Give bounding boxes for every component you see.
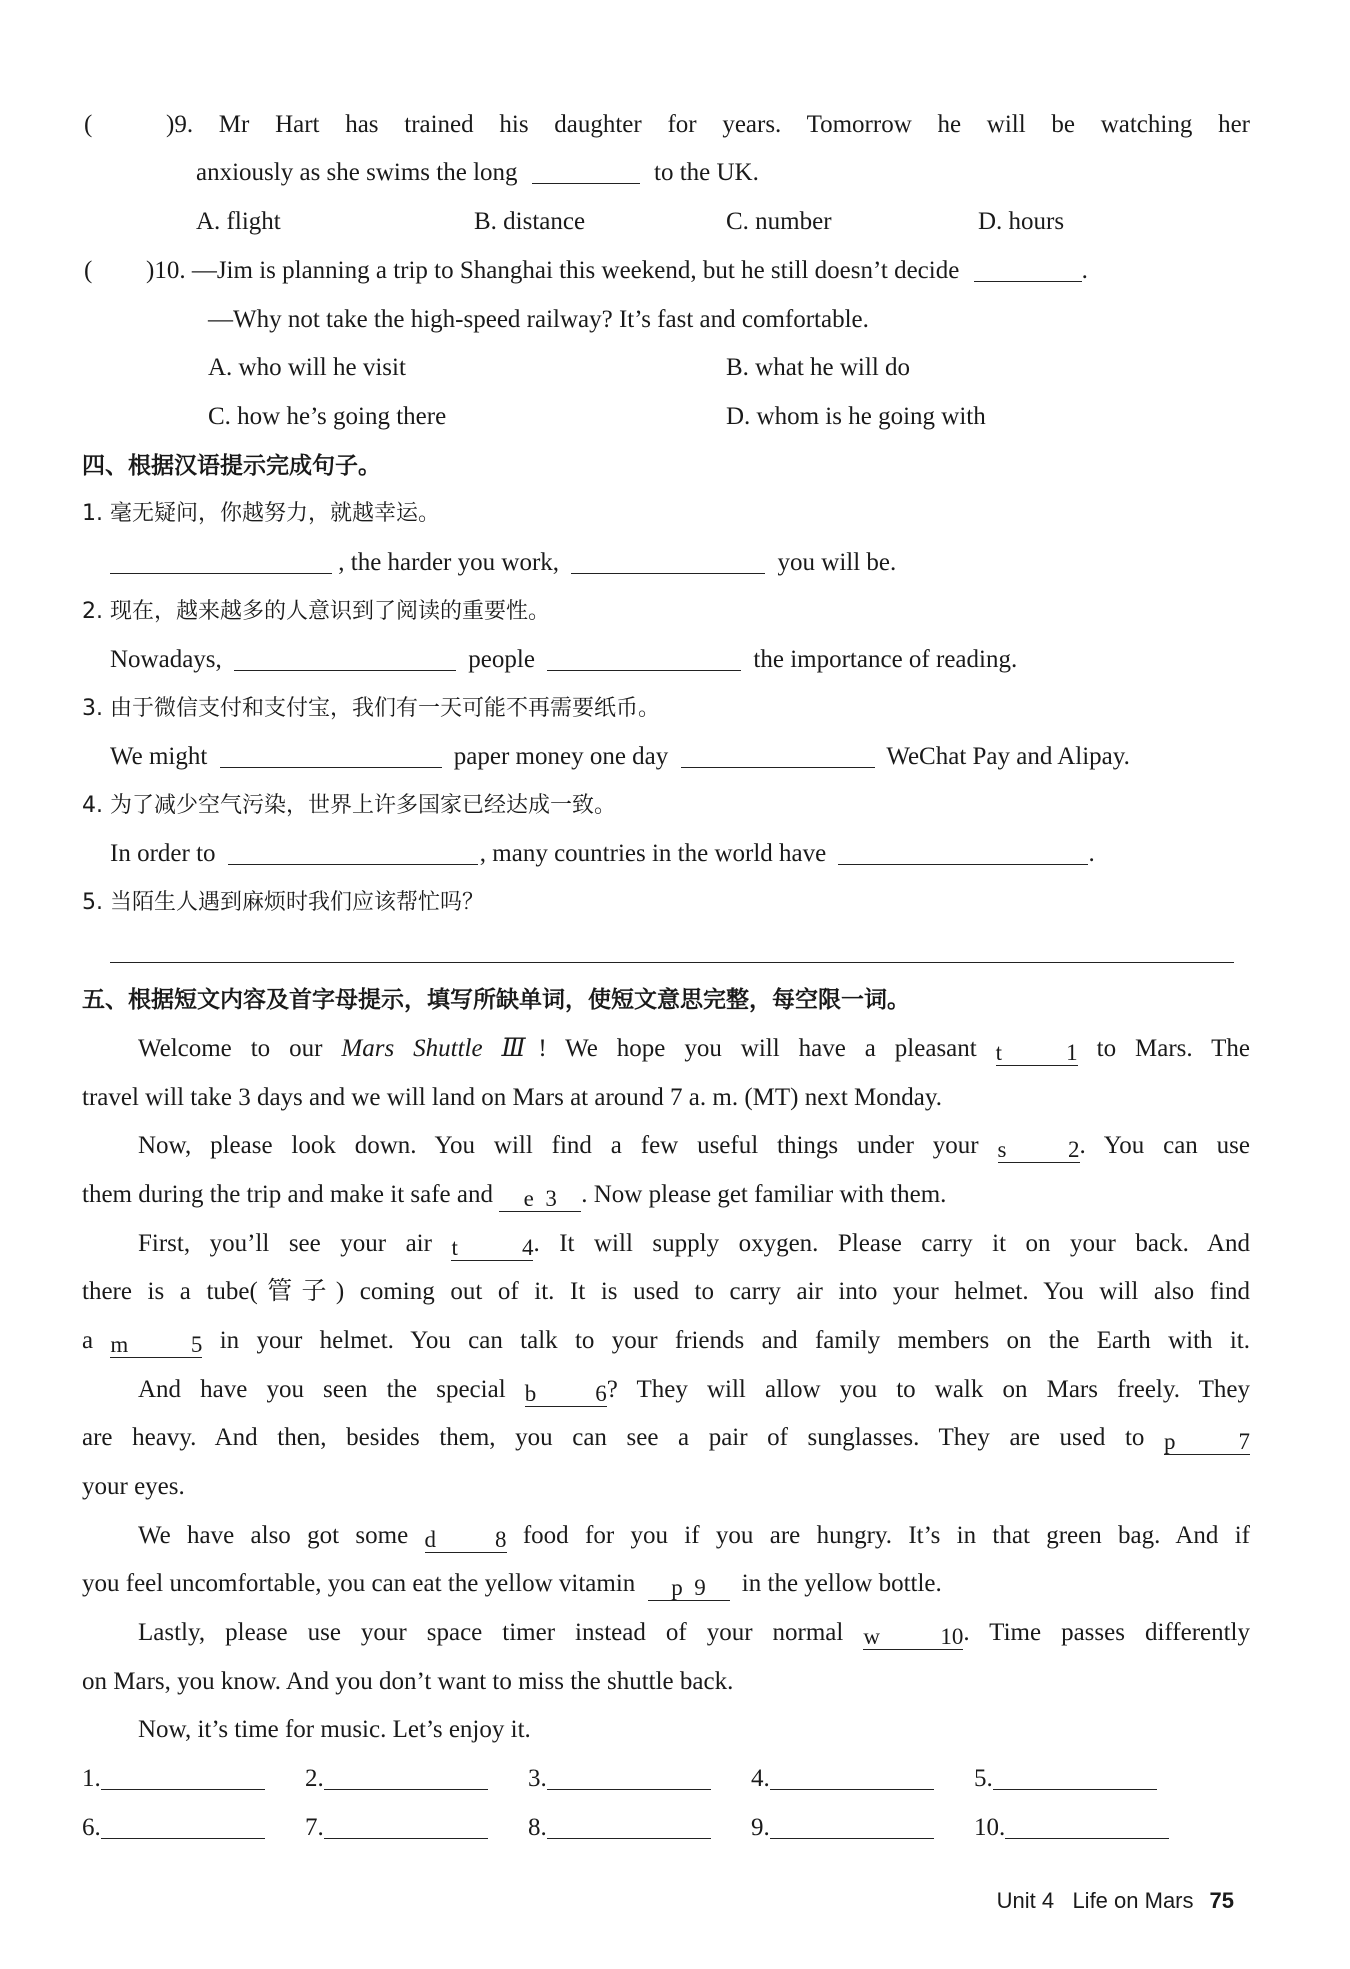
q10-option-b[interactable]: B. what he will do: [726, 354, 911, 381]
s4-item1-cn: 1. 毫无疑问，你越努力，就越幸运。: [82, 501, 440, 526]
q9-stem-line2: [196, 153, 1350, 193]
s5-blank-3[interactable]: e 3: [499, 1185, 581, 1212]
q10-stem-end: .: [1081, 257, 1088, 284]
s5-p7: Now, it’s time for music. Let’s enjoy it.: [138, 1716, 531, 1743]
answer-label-2: 2.: [305, 1765, 324, 1792]
q9-option-d[interactable]: D. hours: [978, 208, 1065, 235]
answer-label-7: 7.: [305, 1814, 324, 1841]
s4-item1-blank1[interactable]: [110, 547, 332, 574]
s4-item1-blank2[interactable]: [571, 547, 765, 574]
s5-p1-line1: [138, 1029, 1250, 1069]
s5-blank-5[interactable]: m 5: [110, 1332, 203, 1357]
s4-item1-text-a: , the harder you work,: [338, 549, 560, 576]
s4-item2-text-a: Nowadays,: [110, 646, 222, 673]
s4-item5-cn: 5. 当陌生人遇到麻烦时我们应该帮忙吗？: [82, 890, 484, 915]
q9-stem-text: anxiously as she swims the long: [196, 159, 518, 186]
s4-item3-text-a: We might: [110, 743, 208, 770]
answer-row-4: [751, 1759, 934, 1799]
s5-blank-10[interactable]: w 10: [863, 1624, 964, 1649]
s5-p2-text-c: them during the trip and make it safe and: [82, 1181, 493, 1208]
page-number: 75: [1209, 1888, 1234, 1913]
section5-heading: 五、根据短文内容及首字母提示，填写所缺单词，使短文意思完整，每空限一词。: [82, 987, 910, 1013]
answer-row-2: [305, 1759, 488, 1799]
s5-shuttle-title: Mars Shuttle Ⅲ: [341, 1035, 539, 1062]
s5-p4-text-a: And have you seen the special: [138, 1376, 506, 1403]
q9-stem-line1: )9. Mr Hart has trained his daughter for years. Tomorrow he will be watching her: [166, 111, 1250, 138]
s4-item1-text-b: you will be.: [777, 549, 897, 576]
answer-label-10: 10.: [974, 1814, 1006, 1841]
s4-item2-blank2[interactable]: [547, 644, 741, 671]
s4-item2-text-b: people: [468, 646, 535, 673]
s5-p2-line1: [138, 1126, 1250, 1166]
s5-p4-line1: [138, 1370, 1250, 1410]
s4-item2-text-c: the importance of reading.: [753, 646, 1018, 673]
answer-row-5: [974, 1759, 1157, 1799]
page-footer: [997, 1888, 1234, 1914]
s5-p4-text-b: ? They will allow you to walk on Mars freely. They: [606, 1376, 1251, 1403]
q9-option-a[interactable]: A. flight: [196, 208, 281, 235]
s5-p3-text-d: a: [82, 1327, 94, 1354]
s4-item1-en: [110, 543, 1350, 583]
s5-blank-9[interactable]: p 9: [648, 1574, 730, 1601]
answer-row-10: [974, 1808, 1169, 1848]
s5-p1-text-c: to Mars. The: [1096, 1035, 1251, 1062]
s5-p2-line2: [82, 1175, 1350, 1215]
s4-item3-en: [110, 737, 1350, 777]
s4-item3-blank2[interactable]: [681, 741, 875, 768]
answer-field-6[interactable]: [101, 1812, 265, 1839]
s5-p1-text-b: ! We hope you will have a pleasant: [538, 1035, 977, 1062]
q9-answer-paren[interactable]: (: [84, 111, 93, 138]
s5-p2-text-b: . You can use: [1079, 1132, 1250, 1159]
q10-answer-paren[interactable]: (: [84, 257, 93, 284]
s4-item4-cn: 4. 为了减少空气污染，世界上许多国家已经达成一致。: [82, 793, 616, 818]
s5-p5-text-c: you feel uncomfortable, you can eat the yellow vitamin: [82, 1570, 636, 1597]
s5-p3-text-a: First, you’ll see your air: [138, 1230, 432, 1257]
s4-item4-blank1[interactable]: [228, 838, 478, 865]
q9-stem-end: to the UK.: [654, 159, 759, 186]
answer-label-5: 5.: [974, 1765, 993, 1792]
s5-blank-4[interactable]: t 4: [451, 1235, 534, 1260]
s4-item2-en: [110, 640, 1350, 680]
answer-field-7[interactable]: [324, 1812, 488, 1839]
answer-row-3: [528, 1759, 711, 1799]
s4-item4-blank2[interactable]: [838, 838, 1088, 865]
answer-field-4[interactable]: [770, 1763, 934, 1790]
s5-p5-text-a: We have also got some: [138, 1522, 409, 1549]
answer-label-8: 8.: [528, 1814, 547, 1841]
q10-option-c[interactable]: C. how he’s going there: [208, 403, 447, 430]
s5-p2-text-a: Now, please look down. You will find a few useful things under your: [138, 1132, 979, 1159]
s4-item3-blank1[interactable]: [220, 741, 442, 768]
s5-p1-line2: travel will take 3 days and we will land on Mars at around 7 a. m. (MT) next Monday.: [82, 1084, 942, 1111]
q10-stem-line2: —Why not take the high-speed railway? It’s fast and comfortable.: [208, 306, 869, 333]
answer-label-1: 1.: [82, 1765, 101, 1792]
s5-blank-7[interactable]: p 7: [1164, 1429, 1250, 1454]
s4-item4-en: [110, 834, 1350, 874]
answer-field-3[interactable]: [547, 1763, 711, 1790]
s5-p6-text-b: . Time passes differently: [963, 1619, 1251, 1646]
s5-p4-line2: [82, 1418, 1250, 1458]
answer-label-3: 3.: [528, 1765, 547, 1792]
s4-item4-text-a: In order to: [110, 840, 216, 867]
answer-row-7: [305, 1808, 488, 1848]
answer-field-2[interactable]: [324, 1763, 488, 1790]
s5-p3-line2: there is a tube(管子) coming out of it. It is used to carry air into your helmet. You will also find: [82, 1278, 1250, 1305]
s4-item2-cn: 2. 现在，越来越多的人意识到了阅读的重要性。: [82, 599, 550, 624]
answer-field-10[interactable]: [1005, 1812, 1169, 1839]
s4-item3-text-c: WeChat Pay and Alipay.: [886, 743, 1130, 770]
answer-label-9: 9.: [751, 1814, 770, 1841]
section4-heading: 四、根据汉语提示完成句子。: [82, 453, 381, 479]
s4-item4-text-b: , many countries in the world have: [479, 840, 827, 867]
s4-item3-text-b: paper money one day: [453, 743, 669, 770]
s4-item5-answer-line[interactable]: [110, 962, 1234, 963]
s5-p4-line3: your eyes.: [82, 1473, 185, 1500]
s4-item3-cn: 3. 由于微信支付和支付宝，我们有一天可能不再需要纸币。: [82, 696, 660, 721]
answer-field-1[interactable]: [101, 1763, 265, 1790]
s5-p1-text-a: Welcome to our: [138, 1035, 323, 1062]
answer-field-9[interactable]: [770, 1812, 934, 1839]
s5-p5-line2: [82, 1564, 1350, 1604]
q10-stem-text: )10. —Jim is planning a trip to Shanghai this weekend, but he still doesn’t decide: [146, 257, 960, 284]
q9-blank[interactable]: [532, 157, 640, 184]
q9-option-b[interactable]: B. distance: [474, 208, 586, 235]
s5-p2-text-d: . Now please get familiar with them.: [581, 1181, 947, 1208]
s5-blank-2[interactable]: s 2: [997, 1137, 1080, 1162]
answer-label-6: 6.: [82, 1814, 101, 1841]
unit-title: Unit 4 Life on Mars: [996, 1888, 1194, 1913]
s5-blank-8[interactable]: d 8: [424, 1527, 507, 1552]
s4-item4-text-c: .: [1088, 840, 1095, 867]
s5-p5-line1: [138, 1516, 1250, 1556]
answer-row-8: [528, 1808, 711, 1848]
s5-p4-text-c: are heavy. And then, besides them, you can see a pair of sunglasses. They are used to: [82, 1424, 1145, 1451]
s4-item2-blank1[interactable]: [234, 644, 456, 671]
q10-option-d[interactable]: D. whom is he going with: [726, 403, 986, 430]
answer-field-5[interactable]: [993, 1763, 1157, 1790]
s5-p3-text-e: in your helmet. You can talk to your friends and family members on the Earth with it.: [219, 1327, 1251, 1354]
s5-blank-6[interactable]: b 6: [524, 1381, 607, 1406]
s5-p5-text-b: food for you if you are hungry. It’s in that green bag. And if: [522, 1522, 1251, 1549]
q10-stem-line1: [146, 251, 1350, 291]
answer-row-1: [82, 1759, 265, 1799]
s5-p3-line3: [82, 1321, 1250, 1361]
s5-p6-line1: [138, 1613, 1250, 1653]
s5-blank-1[interactable]: t 1: [995, 1040, 1078, 1065]
answer-row-6: [82, 1808, 265, 1848]
s5-p3-line1: [138, 1224, 1250, 1264]
q10-blank[interactable]: [974, 255, 1082, 282]
answer-field-8[interactable]: [547, 1812, 711, 1839]
q10-option-a[interactable]: A. who will he visit: [208, 354, 406, 381]
s5-p3-text-b: . It will supply oxygen. Please carry it on your back. And: [533, 1230, 1250, 1257]
q9-option-c[interactable]: C. number: [726, 208, 832, 235]
s5-p6-text-a: Lastly, please use your space timer instead of your normal: [138, 1619, 844, 1646]
answer-label-4: 4.: [751, 1765, 770, 1792]
s5-p6-line2: on Mars, you know. And you don’t want to miss the shuttle back.: [82, 1668, 734, 1695]
answer-row-9: [751, 1808, 934, 1848]
s5-p5-text-d: in the yellow bottle.: [741, 1570, 942, 1597]
